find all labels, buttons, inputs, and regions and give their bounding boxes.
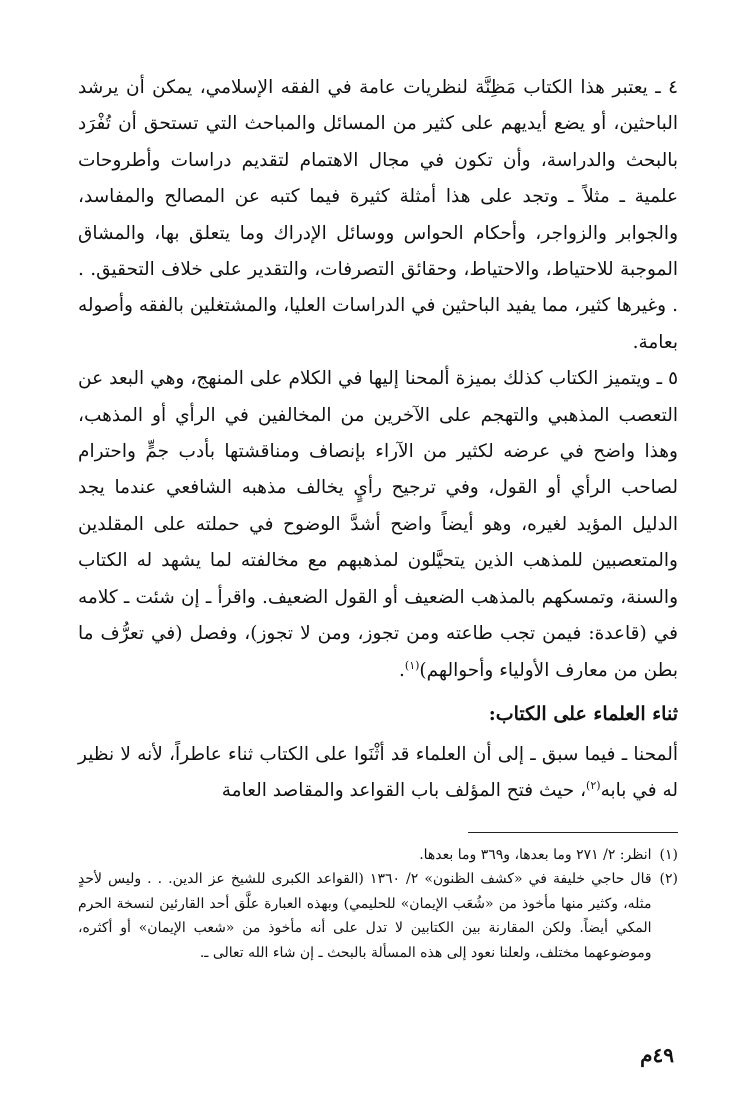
footnote-divider — [468, 832, 678, 833]
paragraph-praise — [78, 737, 678, 810]
paragraph-5-end: . — [399, 659, 405, 681]
paragraph-praise-end: ، حيث فتح المؤلف باب القواعد والمقاصد العامة — [221, 780, 587, 802]
footnote-1-text: انظر: ٢/ ٢٧١ وما بعدها، و٣٦٩ وما بعدها. — [419, 846, 652, 863]
footnote-1-number: (١) — [659, 846, 678, 863]
footnotes — [78, 843, 678, 966]
paragraph-4: ٤ ـ يعتبر هذا الكتاب مَظِنَّة لنظريات عامة في الفقه الإسلامي، يمكن أن يرشد الباحثين، أو يضع أيديهم على كثير من المسائل والمباحث التي تستحق أن تُفْرَد بالبحث والدراسة، وأن تكون في مجال الاهتمام لتقديم دراسات وأطروحات علمية ـ مثلاً ـ وتجد على هذا أمثلة كثيرة فيما كتبه عن المصالح والمفاسد، والجوابر والزواجر، وأحكام الحواس ووسائل الإدراك وما يتعلق بها، والمشاق الموجبة للاحتياط، والاحتياط، وحقائق التصرفات، والتقدير على خلاف التحقيق. . . وغيرها كثير، مما يفيد الباحثين في الدراسات العليا، والمشتغلين بالفقه وأصوله بعامة. — [78, 77, 678, 353]
footnote-ref-1: (١) — [404, 658, 420, 672]
paragraph-praise-start: ألمحنا ـ فيما سبق ـ إلى أن العلماء قد أثْنَوا على الكتاب ثناء عاطراً، لأنه لا نظير له في بابه — [78, 743, 678, 802]
footnote-ref-2: (٢) — [586, 779, 601, 793]
paragraph-5 — [78, 361, 678, 689]
section-heading: ثناء العلماء على الكتاب: — [488, 702, 678, 725]
paragraph-5-text: ٥ ـ ويتميز الكتاب كذلك بميزة ألمحنا إليها في الكلام على المنهج، وهي البعد عن التعصب المذهبي والتهجم على الآخرين من المخالفين في الرأي أو المذهب، وهذا واضح في عرضه لكثير من الآراء بإنصاف ومناقشتها بأدب جمٍّ واحترام لصاحب الرأي أو القول، وفي ترجيح رأيٍ يخالف مذهبه الشافعي عندما يجد الدليل المؤيد لغيره، وهو أيضاً واضح أشدَّ الوضوح في حملته على المقلدين والمتعصبين للمذهب الذين يتحيَّلون لمذهبهم مع مخالفته لما يشهد له الكتاب والسنة، وتمسكهم بالمذهب الضعيف أو القول الضعيف. واقرأ ـ إن شئت ـ كلامه في (قاعدة: فيمن تجب طاعته ومن تجوز، ومن لا تجوز)، وفصل (في تعرُّف ما بطن من معارف الأولياء وأحوالهم) — [78, 368, 678, 681]
main-text — [78, 70, 678, 810]
footnote-1 — [78, 843, 678, 868]
page-number: ٤٩م — [640, 1043, 674, 1067]
footnote-2-number: (٢) — [659, 871, 678, 888]
footnote-2 — [78, 867, 678, 965]
footnote-2-text: قال حاجي خليفة في «كشف الظنون» ٢/ ١٣٦٠ (القواعد الكبرى للشيخ عز الدين. . . وليس لأحدٍ مثله، وكثير منها مأخوذ من «شُعَب الإيمان» للحليمي) وبهذه العبارة علَّق أحد القارئين لنسخة الحرم المكي أيضاً. ولكن المقارنة بين الكتابين لا تدل على أنه مأخوذ من «شعب الإيمان» أو أكثره، وموضوعهما مختلف، ولعلنا نعود إلى هذه المسألة بالبحث ـ إن شاء الله تعالى ـ. — [78, 871, 652, 961]
